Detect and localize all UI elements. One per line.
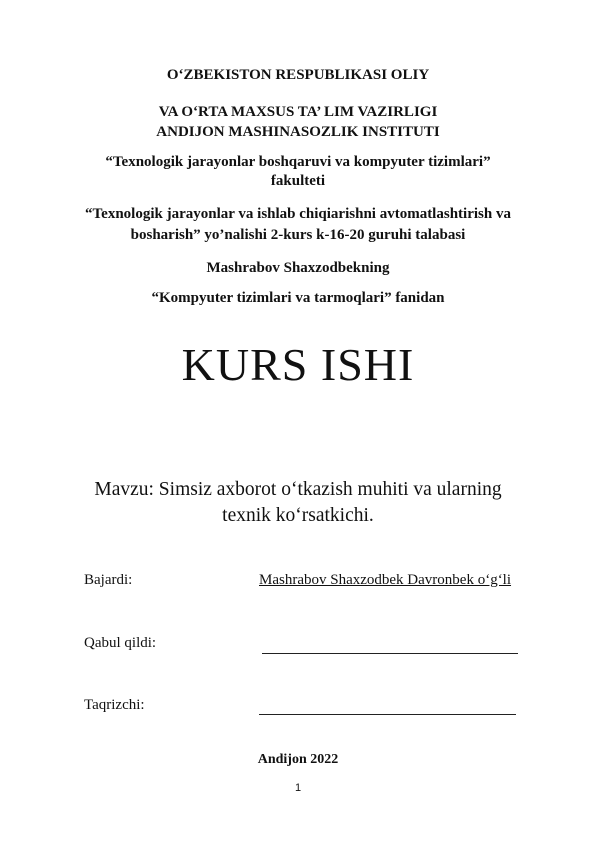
taqrizchi-label: Taqrizchi: <box>84 697 145 713</box>
header-student-name: Mashrabov Shaxzodbekning <box>206 260 390 276</box>
bajardi-value: Mashrabov Shaxzodbek Davronbek o‘g‘li <box>259 572 512 588</box>
header-faculty-name: “Texnologik jarayonlar boshqaruvi va kompyuter tizimlari” <box>105 154 491 170</box>
place-year: Andijon 2022 <box>257 752 339 767</box>
topic-line-2: texnik ko‘rsatkichi. <box>222 505 374 526</box>
document-title: KURS ISHI <box>181 339 415 390</box>
header-institute: ANDIJON MASHINASOZLIK INSTITUTI <box>156 124 440 140</box>
header-direction-line-2: bosharish” yo’nalishi 2-kurs k-16-20 guruhi talabasi <box>130 227 466 243</box>
page-number: 1 <box>294 782 302 794</box>
header-direction-line-1: “Texnologik jarayonlar va ishlab chiqiarishni avtomatlashtirish va <box>85 206 511 222</box>
qabul-qildi-blank-line <box>262 653 518 654</box>
bajardi-label: Bajardi: <box>84 572 133 588</box>
header-subject: “Kompyuter tizimlari va tarmoqlari” fanidan <box>151 290 445 306</box>
header-ministry-line-1: O‘ZBEKISTON RESPUBLIKASI OLIY <box>166 67 430 83</box>
topic-line-1: Mavzu: Simsiz axborot o‘tkazish muhiti va ularning <box>94 479 502 500</box>
header-faculty-word: fakulteti <box>270 173 326 189</box>
taqrizchi-blank-line <box>259 714 516 715</box>
qabul-qildi-label: Qabul qildi: <box>84 635 157 651</box>
header-ministry-line-2: VA O‘RTA MAXSUS TA’ LIM VAZIRLIGI <box>158 104 438 120</box>
